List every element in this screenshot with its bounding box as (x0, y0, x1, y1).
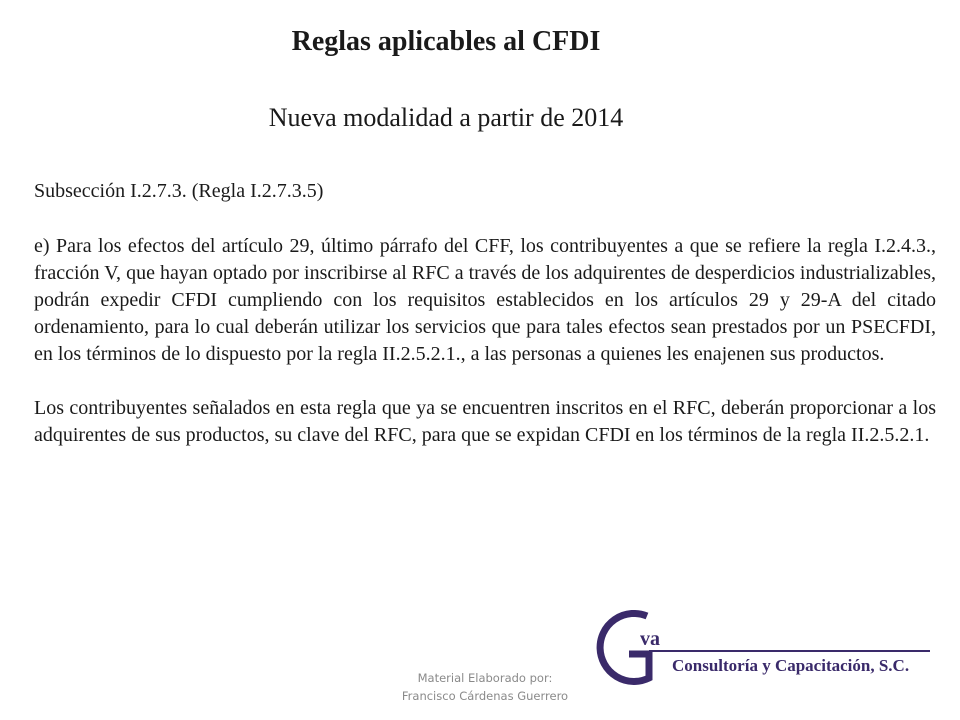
rule-paragraph-1: e) Para los efectos del artículo 29, último párrafo del CFF, los contribuyentes a que se refiere la regla I.2.4.3., fracción V, que hayan optado por inscribirse al RFC a través de los adquirentes de desperdicios industrializables, podrán expedir CFDI cumpliendo con los requisitos establecidos en los artículos 29 y 29-A del citado ordenamiento, para lo cual deberán utilizar los servicios que para tales efectos sean prestados por un PSECFDI, en los términos de lo dispuesto por la regla II.2.5.2.1., a las personas a quienes les enajenen sus productos. (34, 235, 936, 365)
slide-title: Reglas aplicables al CFDI (291, 26, 601, 57)
rule-paragraph-2: Los contribuyentes señalados en esta regla que ya se encuentren inscritos en el RFC, deberán proporcionar a los adquirentes de sus productos, su clave del RFC, para que se expidan CFDI en los términos de la regla II.2.5.2.1. (34, 397, 936, 446)
company-logo (585, 608, 935, 688)
slide-body (34, 178, 936, 449)
footer-credit-line-2: Francisco Cárdenas Guerrero (401, 689, 569, 703)
footer-credit (380, 669, 590, 705)
logo-company-name: Consultoría y Capacitación, S.C. (672, 656, 910, 675)
slide-subtitle: Nueva modalidad a partir de 2014 (268, 103, 624, 132)
footer-credit-line-1: Material Elaborado por: (417, 671, 553, 685)
subsection-heading: Subsección I.2.7.3. (Regla I.2.7.3.5) (34, 180, 324, 202)
logo-initials: va (640, 628, 660, 650)
